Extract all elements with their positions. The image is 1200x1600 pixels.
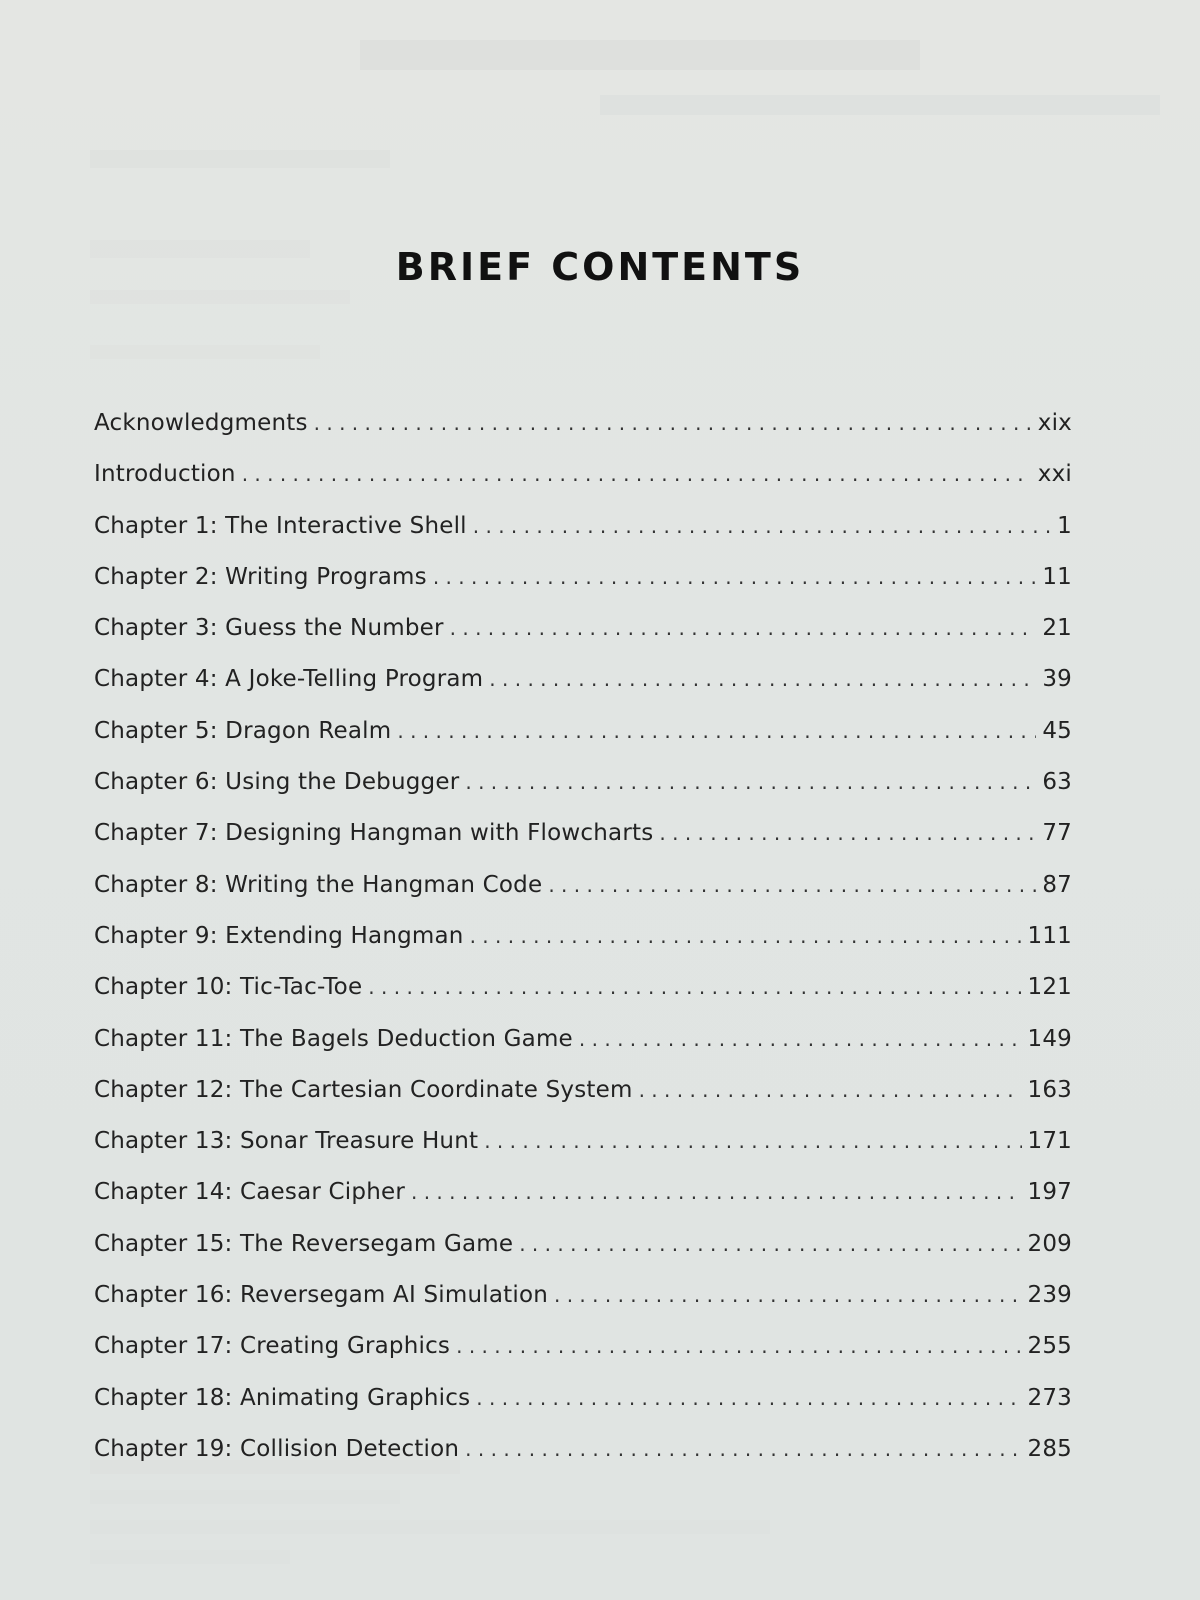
toc-entry[interactable] bbox=[94, 1179, 1072, 1230]
toc-entry-label: Chapter 2: Writing Programs bbox=[94, 563, 427, 590]
toc-entry-label: Chapter 1: The Interactive Shell bbox=[94, 512, 467, 539]
dot-leader bbox=[659, 821, 1036, 845]
toc-entry[interactable] bbox=[94, 1026, 1072, 1077]
toc-entry-label: Introduction bbox=[94, 461, 236, 488]
dot-leader bbox=[639, 1078, 1022, 1102]
dot-leader bbox=[465, 1437, 1021, 1461]
toc-entry-label: Chapter 6: Using the Debugger bbox=[94, 769, 460, 796]
toc-entry-label: Chapter 14: Caesar Cipher bbox=[94, 1179, 405, 1206]
toc-entry[interactable] bbox=[94, 769, 1072, 820]
toc-entry-page: 11 bbox=[1042, 563, 1072, 590]
toc-entry-page: 239 bbox=[1027, 1282, 1072, 1309]
toc-entry[interactable] bbox=[94, 718, 1072, 769]
toc-entry-page: 163 bbox=[1027, 1076, 1072, 1103]
toc-entry-label: Chapter 19: Collision Detection bbox=[94, 1435, 460, 1462]
toc-entry[interactable] bbox=[94, 1231, 1072, 1282]
toc-entry-page: 121 bbox=[1027, 974, 1072, 1001]
toc-entry-page: 111 bbox=[1027, 922, 1072, 949]
toc-entry-page: 255 bbox=[1027, 1333, 1072, 1360]
toc-entry[interactable] bbox=[94, 666, 1072, 717]
toc-entry[interactable] bbox=[94, 923, 1072, 974]
toc-entry-label: Chapter 12: The Cartesian Coordinate System bbox=[94, 1076, 633, 1103]
toc-entry[interactable] bbox=[94, 615, 1072, 666]
toc-entry-label: Chapter 16: Reversegam AI Simulation bbox=[94, 1282, 548, 1309]
toc-entry-label: Chapter 3: Guess the Number bbox=[94, 615, 444, 642]
toc-entry-page: 273 bbox=[1027, 1384, 1072, 1411]
dot-leader bbox=[484, 1129, 1021, 1153]
toc-entry-page: 197 bbox=[1027, 1179, 1072, 1206]
toc-entry[interactable] bbox=[94, 820, 1072, 871]
toc-entry-page: 285 bbox=[1027, 1435, 1072, 1462]
toc-entry-page: 1 bbox=[1057, 512, 1072, 539]
toc-entry-page: 45 bbox=[1042, 717, 1072, 744]
toc-entry-page: 63 bbox=[1042, 769, 1072, 796]
toc-entry-label: Chapter 5: Dragon Realm bbox=[94, 717, 392, 744]
toc-entry-page: xix bbox=[1037, 410, 1072, 436]
dot-leader bbox=[465, 770, 1036, 794]
toc-entry-label: Chapter 11: The Bagels Deduction Game bbox=[94, 1025, 573, 1052]
dot-leader bbox=[242, 462, 1032, 486]
dot-leader bbox=[548, 873, 1036, 897]
toc-entry[interactable] bbox=[94, 410, 1072, 461]
dot-leader bbox=[433, 565, 1036, 589]
dot-leader bbox=[470, 924, 1022, 948]
table-of-contents bbox=[94, 410, 1072, 1487]
toc-entry-page: xxi bbox=[1037, 461, 1072, 488]
toc-entry-page: 149 bbox=[1027, 1025, 1072, 1052]
toc-entry-label: Chapter 8: Writing the Hangman Code bbox=[94, 871, 543, 898]
dot-leader bbox=[519, 1232, 1021, 1256]
toc-entry-page: 77 bbox=[1042, 820, 1072, 847]
toc-entry-label: Chapter 7: Designing Hangman with Flowcharts bbox=[94, 820, 654, 847]
toc-entry[interactable] bbox=[94, 1077, 1072, 1128]
toc-entry[interactable] bbox=[94, 1333, 1072, 1384]
toc-entry[interactable] bbox=[94, 564, 1072, 615]
toc-entry-page: 39 bbox=[1042, 666, 1072, 693]
toc-entry-label: Chapter 17: Creating Graphics bbox=[94, 1333, 451, 1360]
toc-entry-label: Acknowledgments bbox=[94, 410, 308, 436]
dot-leader bbox=[473, 514, 1051, 538]
toc-entry[interactable] bbox=[94, 1436, 1072, 1487]
toc-entry-label: Chapter 13: Sonar Treasure Hunt bbox=[94, 1128, 479, 1155]
dot-leader bbox=[476, 1386, 1021, 1410]
toc-entry-page: 171 bbox=[1027, 1128, 1072, 1155]
toc-entry[interactable] bbox=[94, 513, 1072, 564]
dot-leader bbox=[314, 411, 1032, 435]
toc-entry-label: Chapter 4: A Joke-Telling Program bbox=[94, 666, 484, 693]
toc-entry[interactable] bbox=[94, 872, 1072, 923]
dot-leader bbox=[397, 719, 1036, 743]
page-title: BRIEF CONTENTS bbox=[395, 245, 805, 289]
dot-leader bbox=[368, 975, 1021, 999]
dot-leader bbox=[554, 1283, 1022, 1307]
toc-entry-label: Chapter 9: Extending Hangman bbox=[94, 922, 464, 949]
toc-entry[interactable] bbox=[94, 461, 1072, 512]
toc-entry-page: 21 bbox=[1042, 615, 1072, 642]
toc-entry[interactable] bbox=[94, 1128, 1072, 1179]
toc-entry-label: Chapter 10: Tic-Tac-Toe bbox=[94, 974, 363, 1001]
toc-entry[interactable] bbox=[94, 974, 1072, 1025]
toc-entry[interactable] bbox=[94, 1282, 1072, 1333]
toc-entry-label: Chapter 15: The Reversegam Game bbox=[94, 1230, 514, 1257]
dot-leader bbox=[456, 1334, 1021, 1358]
dot-leader bbox=[450, 616, 1037, 640]
dot-leader bbox=[579, 1027, 1022, 1051]
toc-entry-page: 209 bbox=[1027, 1230, 1072, 1257]
toc-entry-label: Chapter 18: Animating Graphics bbox=[94, 1384, 471, 1411]
dot-leader bbox=[411, 1180, 1022, 1204]
toc-entry[interactable] bbox=[94, 1385, 1072, 1436]
dot-leader bbox=[489, 667, 1036, 691]
toc-entry-page: 87 bbox=[1042, 871, 1072, 898]
